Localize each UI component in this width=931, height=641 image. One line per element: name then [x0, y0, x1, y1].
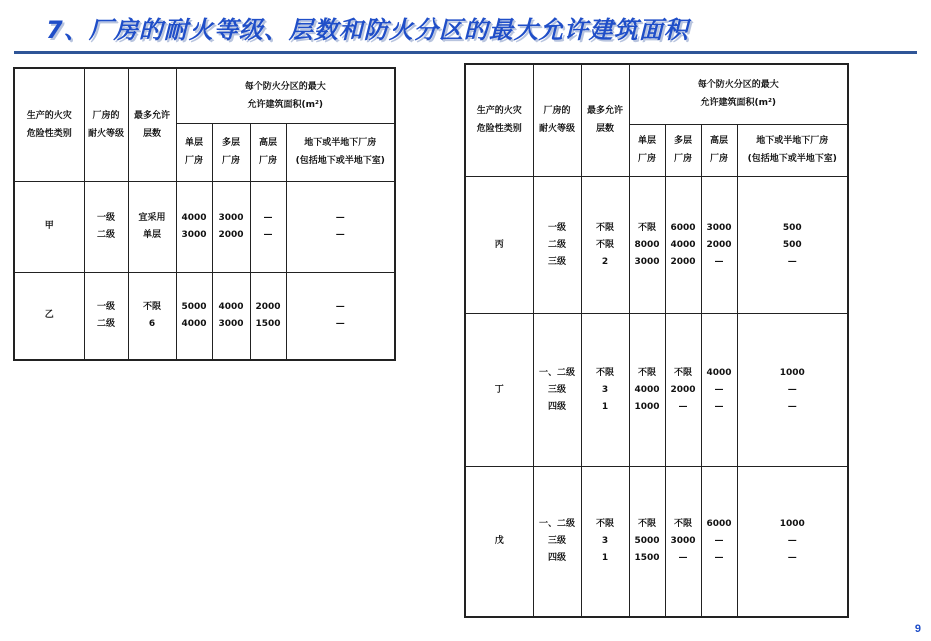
header-category: 生产的火灾 危险性类别: [465, 64, 533, 176]
header-high: 高层 厂房: [701, 124, 737, 176]
grade-cell: 一、二级 三级 四级: [533, 314, 581, 467]
header-underground: 地下或半地下厂房 (包括地下或半地下室): [737, 124, 848, 176]
grade-cell: 一级 二级: [84, 272, 128, 360]
multi-cell: 3000 2000: [212, 181, 250, 272]
underground-cell: 1000 — —: [737, 314, 848, 467]
single-cell: 不限 5000 1500: [629, 466, 665, 617]
grade-cell: 一级 二级: [84, 181, 128, 272]
table-row: [465, 466, 848, 617]
underground-cell: 500 500 —: [737, 176, 848, 313]
floors-cell: 不限 不限 2: [581, 176, 629, 313]
title-underline: [14, 51, 917, 54]
header-category: 生产的火灾 危险性类别: [14, 68, 84, 181]
header-grade: 厂房的 耐火等级: [84, 68, 128, 181]
high-cell: 2000 1500: [250, 272, 286, 360]
table-row: [465, 176, 848, 313]
high-cell: 6000 — —: [701, 466, 737, 617]
grade-cell: 一级 二级 三级: [533, 176, 581, 313]
category-cell: 丙: [465, 176, 533, 313]
category-cell: 丁: [465, 314, 533, 467]
category-cell: 戊: [465, 466, 533, 617]
underground-cell: 1000 — —: [737, 466, 848, 617]
high-cell: 3000 2000 —: [701, 176, 737, 313]
header-single: 单层 厂房: [629, 124, 665, 176]
category-cell: 乙: [14, 272, 84, 360]
single-cell: 4000 3000: [176, 181, 212, 272]
single-cell: 不限 8000 3000: [629, 176, 665, 313]
table-row: [14, 181, 395, 272]
category-cell: 甲: [14, 181, 84, 272]
page-number: 9: [914, 623, 921, 635]
single-cell: 5000 4000: [176, 272, 212, 360]
multi-cell: 不限 2000 —: [665, 314, 701, 467]
slide-title: 7、厂房的耐火等级、层数和防火分区的最大允许建筑面积: [46, 16, 689, 44]
high-cell: — —: [250, 181, 286, 272]
floors-cell: 不限 6: [128, 272, 176, 360]
high-cell: 4000 — —: [701, 314, 737, 467]
grade-cell: 一、二级 三级 四级: [533, 466, 581, 617]
floors-cell: 不限 3 1: [581, 314, 629, 467]
header-max-area: 每个防火分区的最大 允许建筑面积(m²): [629, 64, 848, 124]
single-cell: 不限 4000 1000: [629, 314, 665, 467]
table-row: [14, 272, 395, 360]
header-single: 单层 厂房: [176, 123, 212, 181]
header-multi: 多层 厂房: [665, 124, 701, 176]
header-max-area: 每个防火分区的最大 允许建筑面积(m²): [176, 68, 395, 123]
multi-cell: 4000 3000: [212, 272, 250, 360]
header-floors: 最多允许 层数: [128, 68, 176, 181]
header-high: 高层 厂房: [250, 123, 286, 181]
multi-cell: 6000 4000 2000: [665, 176, 701, 313]
header-underground: 地下或半地下厂房 (包括地下或半地下室): [286, 123, 395, 181]
underground-cell: — —: [286, 272, 395, 360]
floors-cell: 宜采用 单层: [128, 181, 176, 272]
multi-cell: 不限 3000 —: [665, 466, 701, 617]
underground-cell: — —: [286, 181, 395, 272]
fire-rating-table-left: [13, 67, 396, 361]
floors-cell: 不限 3 1: [581, 466, 629, 617]
table-row: [465, 314, 848, 467]
header-grade: 厂房的 耐火等级: [533, 64, 581, 176]
fire-rating-table-right: [464, 63, 849, 618]
header-multi: 多层 厂房: [212, 123, 250, 181]
header-floors: 最多允许 层数: [581, 64, 629, 176]
